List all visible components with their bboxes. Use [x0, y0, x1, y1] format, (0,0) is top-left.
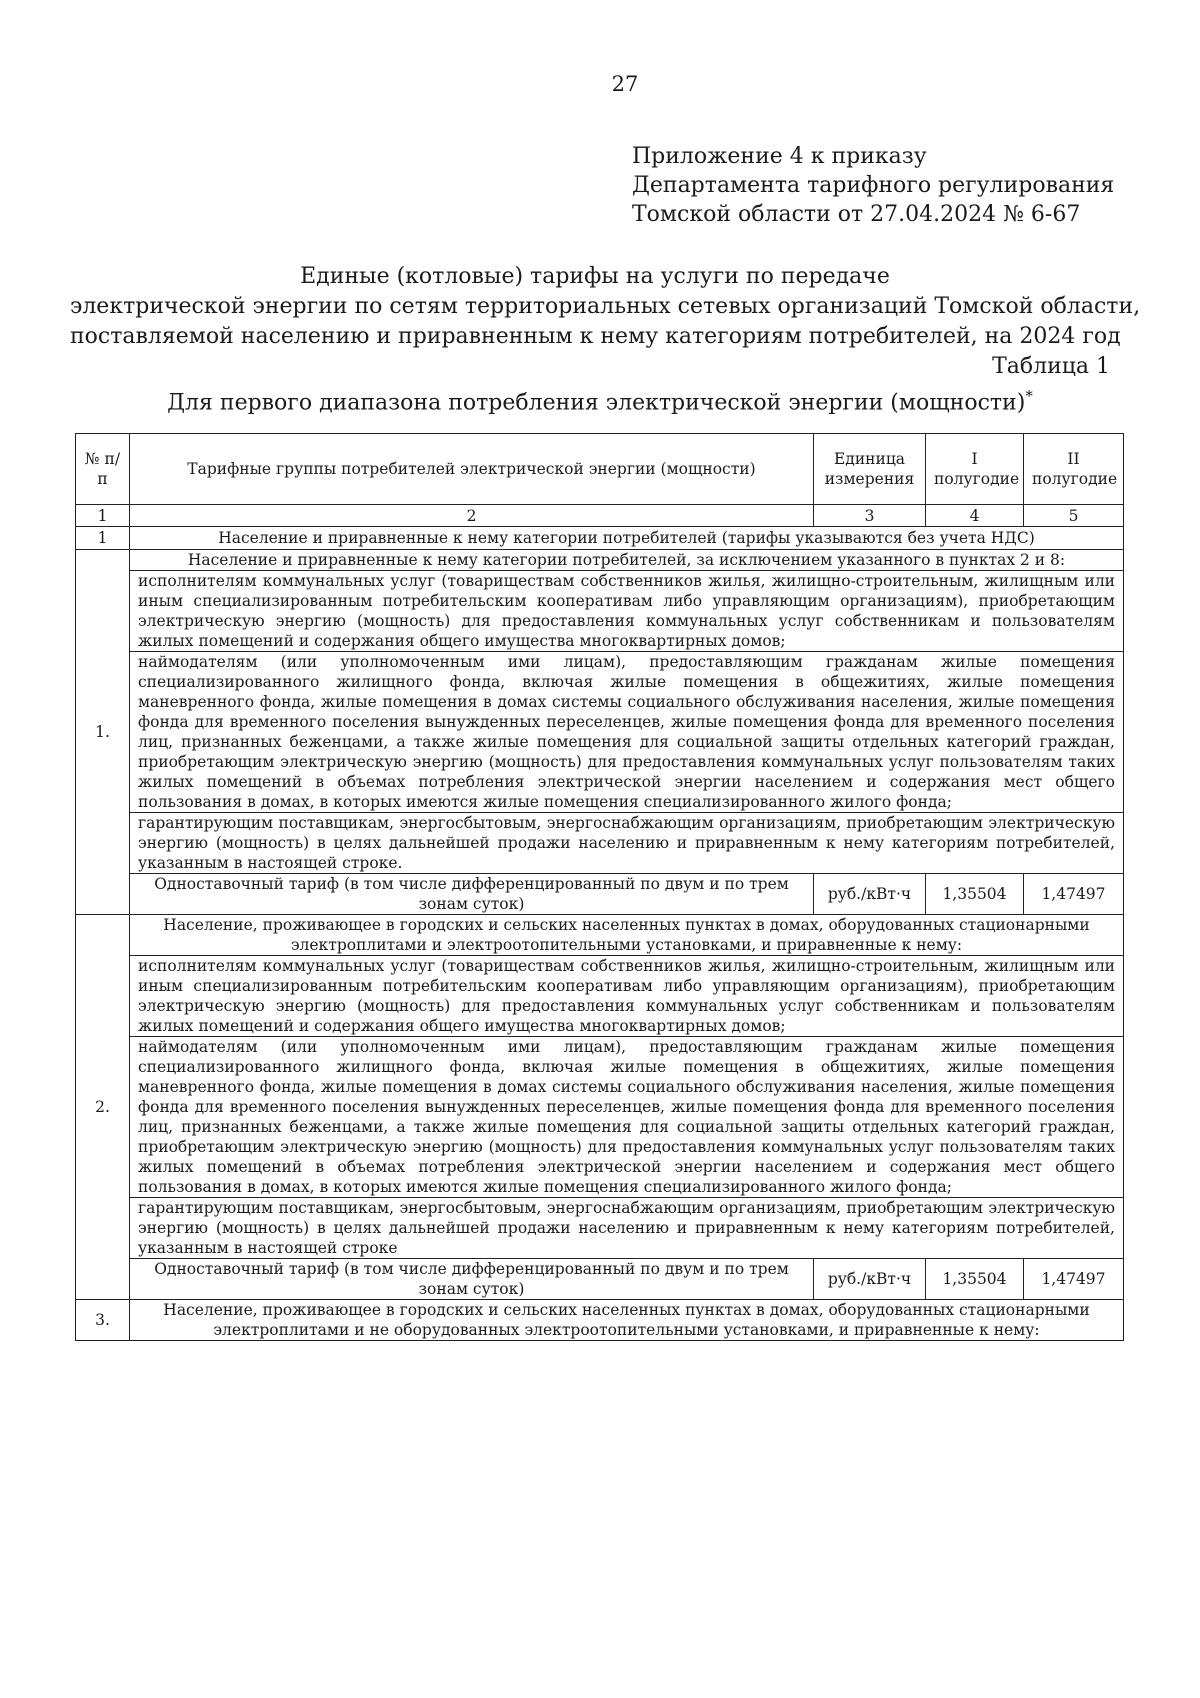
tariff-label: Одноставочный тариф (в том числе дифференцированный по двум и по трем зонам суток) [130, 874, 814, 915]
tariff-label: Одноставочный тариф (в том числе дифференцированный по двум и по трем зонам суток) [130, 1259, 814, 1300]
table-header-row [76, 434, 1124, 505]
table-row [76, 652, 1124, 813]
column-number: 2 [130, 505, 814, 527]
table-row [76, 571, 1124, 652]
tariff-row [76, 1259, 1124, 1300]
table-label: Таблица 1 [992, 354, 1110, 379]
consumer-item: исполнителям коммунальных услуг (товариществам собственников жилья, жилищно-строительным, жилищным или иным специализированным потребительским кооперативам либо управляющим организациям), приобретающим электрическую энергию (мощность) для предоставления коммунальных услуг собственникам и пользователям жилых помещений и содержания общего имущества многоквартирных домов; [130, 571, 1124, 652]
section-title: Население и приравненные к нему категории потребителей (тарифы указываются без учета НДС) [130, 527, 1124, 550]
tariff-half2: 1,47497 [1024, 1259, 1124, 1300]
title-line: Единые (котловые) тарифы на услуги по передаче [300, 264, 890, 289]
table-row [76, 813, 1124, 874]
column-number-row [76, 505, 1124, 527]
title-line: поставляемой населению и приравненным к нему категориям потребителей, на 2024 год [70, 324, 1121, 349]
table-row [76, 550, 1124, 571]
section-row [76, 527, 1124, 550]
table-row [76, 1037, 1124, 1198]
tariff-unit: руб./кВт·ч [814, 874, 926, 915]
column-number: 4 [926, 505, 1024, 527]
appendix-line: Томской области от 27.04.2024 № 6-67 [632, 202, 1081, 227]
group-title: Население и приравненные к нему категории потребителей, за исключением указанного в пунктах 2 и 8: [130, 550, 1124, 571]
document-title [70, 262, 1141, 352]
table-row [76, 1198, 1124, 1259]
group-title: Население, проживающее в городских и сельских населенных пунктах в домах, оборудованных стационарными электроплитами и не оборудованных электроотопительными установками, и приравненные к нему: [130, 1300, 1124, 1341]
appendix-line: Департамента тарифного регулирования [632, 173, 1115, 198]
consumer-item: наймодателям (или уполномоченным ими лицам), предоставляющим гражданам жилые помещения специализированного жилищного фонда, включая жилые помещения в общежитиях, жилые помещения маневренного фонда, жилые помещения в домах системы социального обслуживания населения, жилые помещения фонда для временного поселения вынужденных переселенцев, жилые помещения фонда для временного поселения лиц, признанных беженцами, а также жилые помещения для социальной защиты отдельных категорий граждан, приобретающим электрическую энергию (мощность) для предоставления коммунальных услуг пользователям таких жилых помещений в объемах потребления электрической энергии населением и содержания мест общего пользования в домах, в которых имеются жилые помещения специализированного жилого фонда; [130, 1037, 1124, 1198]
header-num: № п/п [76, 434, 130, 505]
title-line: электрической энергии по сетям территориальных сетевых организаций Томской области, [70, 294, 1141, 319]
footnote-mark: * [1025, 387, 1033, 405]
subtitle-text: Для первого диапазона потребления электрической энергии (мощности) [167, 390, 1026, 416]
consumer-item: наймодателям (или уполномоченным ими лицам), предоставляющим гражданам жилые помещения специализированного жилищного фонда, включая жилые помещения в общежитиях, жилые помещения маневренного фонда, жилые помещения в домах системы социального обслуживания населения, жилые помещения фонда для временного поселения вынужденных переселенцев, жилые помещения фонда для временного поселения лиц, признанных беженцами, а также жилые помещения для социальной защиты отдельных категорий граждан, приобретающим электрическую энергию (мощность) для предоставления коммунальных услуг пользователям таких жилых помещений в объемах потребления электрической энергии населением и содержания мест общего пользования в домах, в которых имеются жилые помещения специализированного жилого фонда; [130, 652, 1124, 813]
tariff-half1: 1,35504 [926, 1259, 1024, 1300]
appendix-reference [632, 142, 1114, 229]
table-row [76, 956, 1124, 1037]
group-number: 2. [76, 915, 130, 1300]
appendix-line: Приложение 4 к приказу [632, 144, 927, 169]
group-title: Население, проживающее в городских и сельских населенных пунктах в домах, оборудованных стационарными электроплитами и электроотопительными установками, и приравненные к нему: [130, 915, 1124, 956]
tariff-table [75, 433, 1124, 1341]
consumer-item: исполнителям коммунальных услуг (товариществам собственников жилья, жилищно-строительным, жилищным или иным специализированным потребительским кооперативам либо управляющим организациям), приобретающим электрическую энергию (мощность) для предоставления коммунальных услуг собственникам и пользователям жилых помещений и содержания общего имущества многоквартирных домов; [130, 956, 1124, 1037]
table-subtitle [0, 387, 1200, 415]
tariff-unit: руб./кВт·ч [814, 1259, 926, 1300]
table-row [76, 915, 1124, 956]
consumer-item: гарантирующим поставщикам, энергосбытовым, энергоснабжающим организациям, приобретающим электрическую энергию (мощность) в целях дальнейшей продажи населению и приравненным к нему категориям потребителей, указанным в настоящей строке [130, 1198, 1124, 1259]
header-half2: II полугодие [1024, 434, 1124, 505]
tariff-half1: 1,35504 [926, 874, 1024, 915]
group-number: 1. [76, 550, 130, 915]
table-row [76, 1300, 1124, 1341]
header-group: Тарифные группы потребителей электрической энергии (мощности) [130, 434, 814, 505]
tariff-row [76, 874, 1124, 915]
header-half1: I полугодие [926, 434, 1024, 505]
consumer-item: гарантирующим поставщикам, энергосбытовым, энергоснабжающим организациям, приобретающим электрическую энергию (мощность) в целях дальнейшей продажи населению и приравненным к нему категориям потребителей, указанным в настоящей строке. [130, 813, 1124, 874]
tariff-half2: 1,47497 [1024, 874, 1124, 915]
group-number: 3. [76, 1300, 130, 1341]
column-number: 1 [76, 505, 130, 527]
section-num: 1 [76, 527, 130, 550]
header-unit: Единица измерения [814, 434, 926, 505]
column-number: 5 [1024, 505, 1124, 527]
column-number: 3 [814, 505, 926, 527]
page-number: 27 [611, 72, 639, 96]
